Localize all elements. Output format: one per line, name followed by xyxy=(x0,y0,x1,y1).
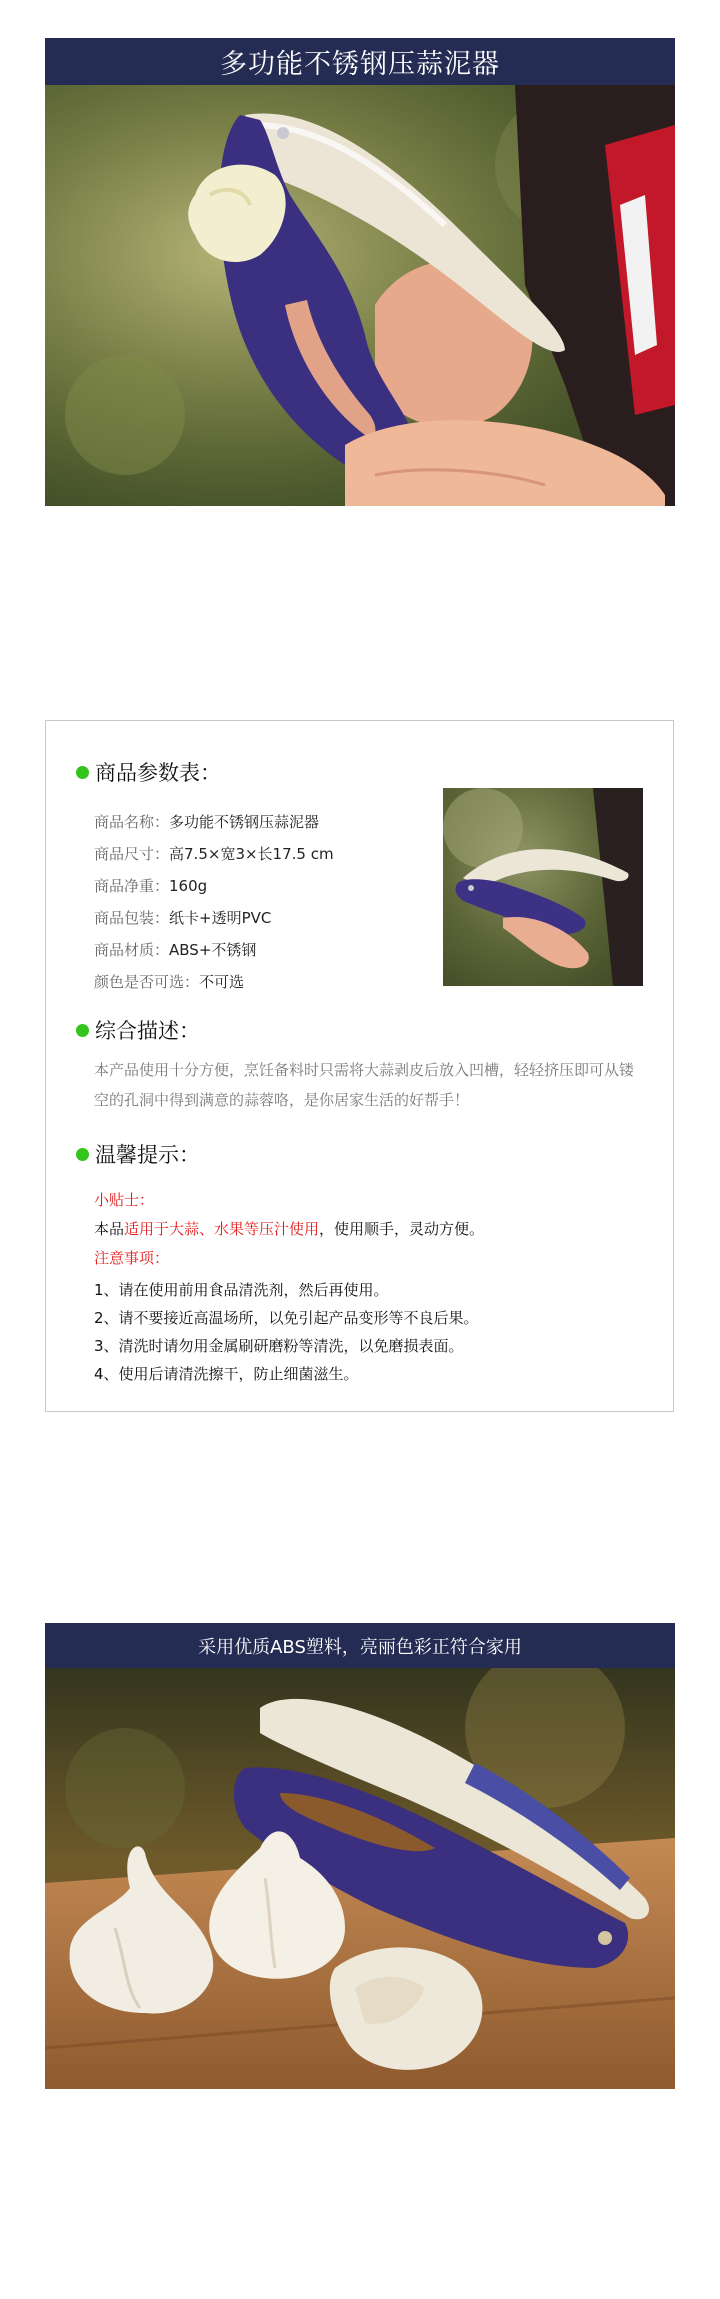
material-section xyxy=(45,1623,675,2089)
garlic-press-on-board-illustration xyxy=(45,1668,675,2089)
param-row: 商品名称：多功能不锈钢压蒜泥器 xyxy=(94,813,320,831)
hero-section xyxy=(45,38,675,506)
hero-product-photo xyxy=(45,85,675,506)
bullet-dot-icon xyxy=(76,766,89,779)
garlic-press-in-hand-illustration xyxy=(45,85,675,506)
list-item: 2、请不要接近高温场所，以免引起产品变形等不良后果。 xyxy=(94,1309,479,1327)
hero-title: 多功能不锈钢压蒜泥器 xyxy=(220,49,500,80)
tip-label: 小贴士： xyxy=(94,1191,155,1209)
overview-text: 本产品使用十分方便，烹饪备料时只需将大蒜剥皮后放入凹槽，轻轻挤压即可从镂空的孔洞中得到满意的蒜蓉咯，是你居家生活的好帮手！ xyxy=(94,1061,635,1109)
garlic-press-with-garlic-photo xyxy=(45,1668,675,2089)
garlic-press-thumbnail-illustration xyxy=(443,788,643,986)
material-banner xyxy=(45,1623,675,1668)
list-item: 3、清洗时请勿用金属刷研磨粉等清洗，以免磨损表面。 xyxy=(94,1337,464,1355)
params-list xyxy=(94,806,334,998)
param-row: 商品包装：纸卡+透明PVC xyxy=(94,909,272,927)
tips-heading: 温馨提示： xyxy=(76,1139,200,1169)
param-row: 颜色是否可选：不可选 xyxy=(94,973,245,991)
params-heading: 商品参数表： xyxy=(76,757,221,787)
list-item: 1、请在使用前用食品清洗剂，然后再使用。 xyxy=(94,1281,389,1299)
param-row: 商品净重：160g xyxy=(94,877,208,895)
param-row: 商品尺寸：高7.5×宽3×长17.5 cm xyxy=(94,845,334,863)
overview-heading: 综合描述： xyxy=(76,1015,200,1045)
tip-text: 本品适用于大蒜、水果等压汁使用，使用顺手，灵动方便。 xyxy=(94,1220,485,1238)
notes-label: 注意事项： xyxy=(94,1249,170,1267)
bullet-dot-icon xyxy=(76,1024,89,1037)
hero-banner xyxy=(45,38,675,85)
bullet-dot-icon xyxy=(76,1148,89,1161)
material-title: 采用优质ABS塑料，亮丽色彩正符合家用 xyxy=(198,1636,522,1658)
product-thumbnail xyxy=(443,788,643,986)
param-row: 商品材质：ABS+不锈钢 xyxy=(94,941,257,959)
notes-list xyxy=(94,1276,479,1388)
list-item: 4、使用后请清洗擦干，防止细菌滋生。 xyxy=(94,1365,359,1383)
product-spec-card xyxy=(45,720,674,1412)
